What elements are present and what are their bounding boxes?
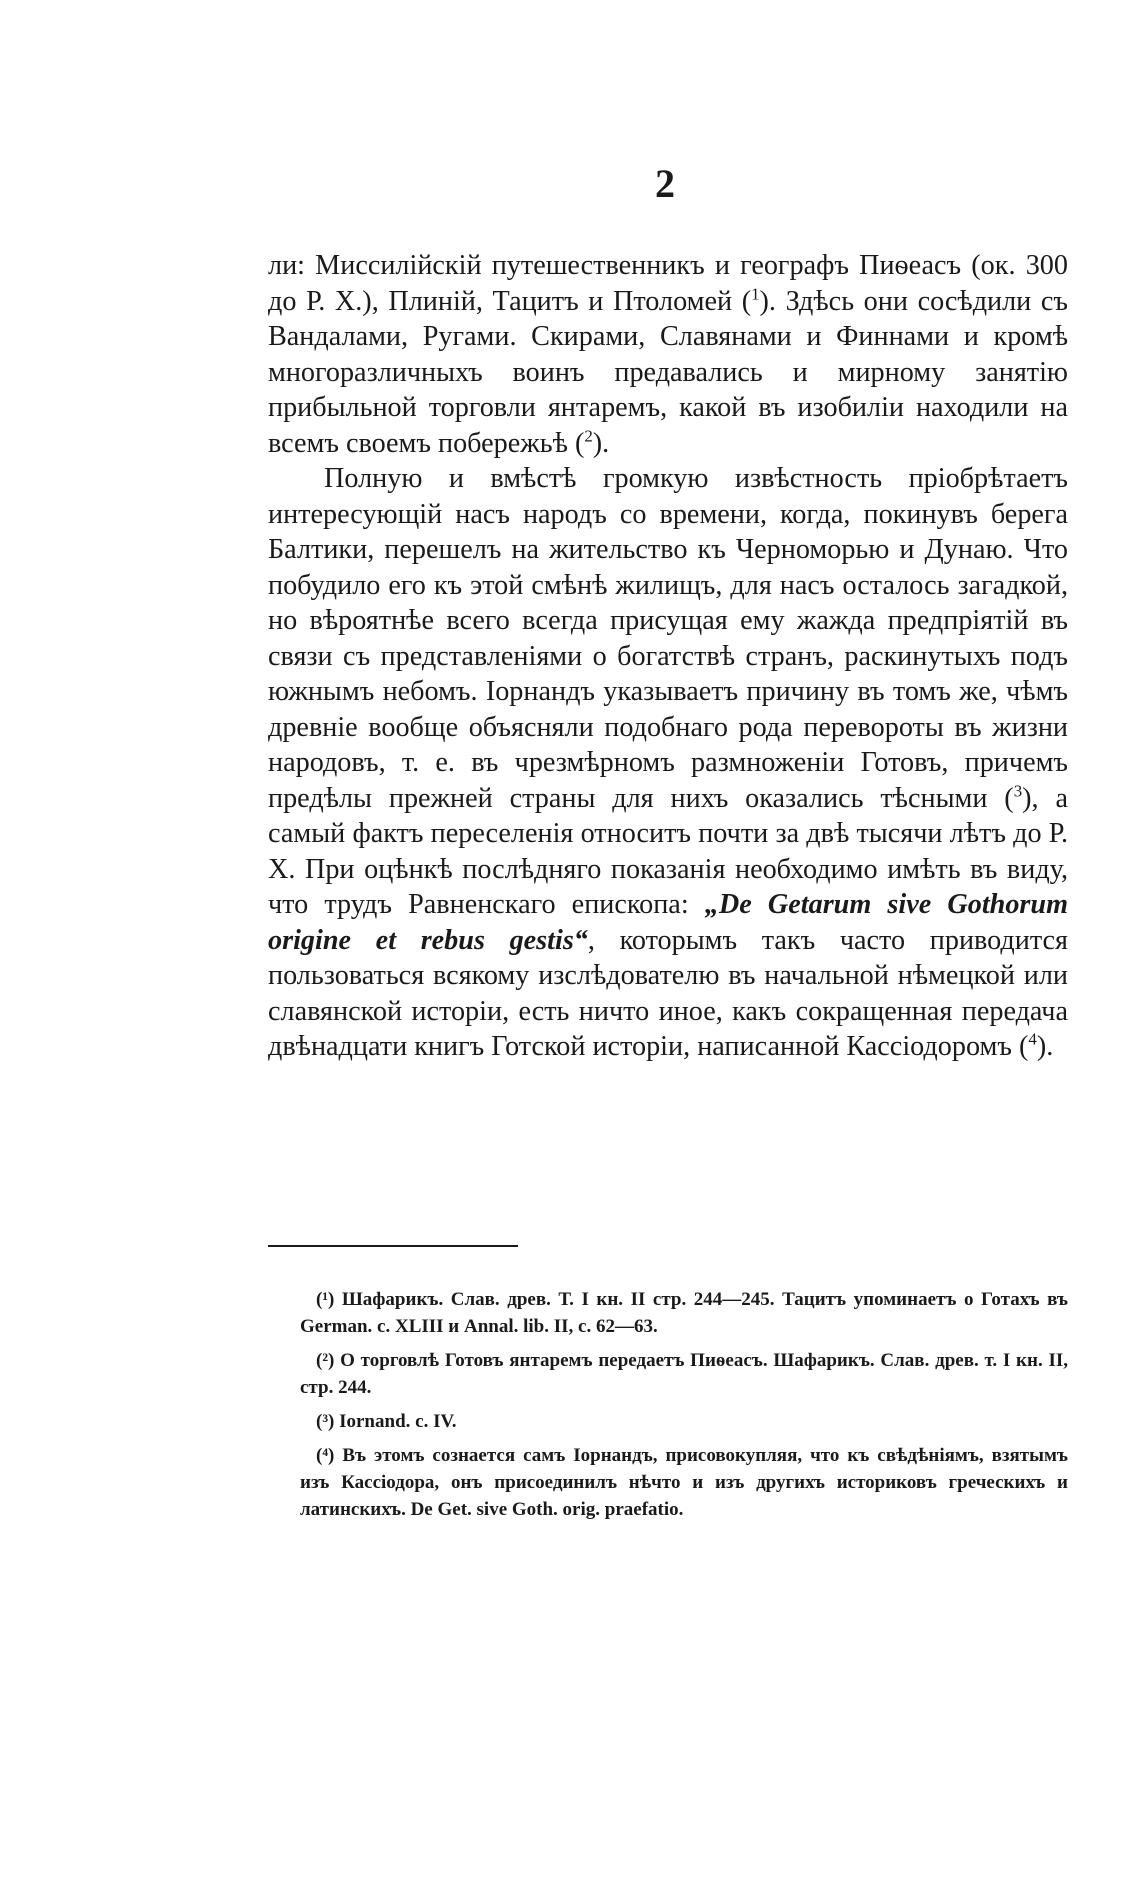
footnote-4: (⁴) Въ этомъ сознается самъ Іорнандъ, присовокупляя, что къ свѣдѣніямъ, взятымъ изъ Кассіодора, онъ присоединилъ нѣчто и изъ другихъ историковъ греческихъ и латинскихъ. De Get. sive Goth. orig. praefatio.	[300, 1445, 1068, 1520]
page-number: 2	[655, 161, 675, 206]
footnote-mark: (⁴)	[316, 1445, 335, 1466]
footnote-3: (³) Iornand. c. IV.	[316, 1411, 457, 1432]
footnote-ref-2[interactable]: 2	[584, 426, 593, 446]
main-text	[268, 248, 1068, 1065]
footnote-mark: (³)	[316, 1411, 335, 1432]
footnote-mark: (²)	[316, 1350, 335, 1371]
paragraph-2: Полную и вмѣстѣ громкую извѣстность пріобрѣтаетъ интересующій насъ народъ со времени, когда, покинувъ берега Балтики, перешелъ на жительство къ Черноморью и Дунаю. Что побудило его къ этой смѣнѣ жилищъ, для насъ осталось загадкой, но вѣроятнѣе всего всегда присущая ему жажда предпріятій въ связи съ представленіями о богатствѣ странъ, раскинутыхъ подъ южнымъ небомъ. Іорнандъ указываетъ причину въ томъ же, чѣмъ древніе вообще объясняли подобнаго рода перевороты въ жизни народовъ, т. е. въ чрезмѣрномъ размноженіи Готовъ, причемъ предѣлы прежней страны для нихъ оказались тѣсными ($^3$), а самый фактъ переселенія относитъ почти за двѣ тысячи лѣтъ до Р. Х. При оцѣнкѣ послѣдняго показанія необходимо имѣть въ виду, что трудъ Равненскаго епископа: „De Getarum sive Gothorum origine et rebus gestis“, которымъ такъ часто приводится пользоваться всякому изслѣдователю въ начальной нѣмецкой или славянской исторіи, есть ничто иное, какъ сокращенная передача двѣнадцати книгъ Готской исторіи, написанной Кассіодоромъ ($^4$).	[268, 463, 1068, 1062]
latin-work-title: „De Getarum sive Gothorum origine et rebus gestis“	[268, 889, 1068, 956]
footnote-ref-3[interactable]: 3	[1013, 781, 1023, 801]
footnote-ref-4[interactable]: 4	[1028, 1029, 1037, 1049]
paragraph-1: ли: Миссилійскій путешественникъ и географъ Пиѳеасъ (ок. 300 до Р. Х.), Плиній, Тацитъ и Птоломей ($^1$). Здѣсь они сосѣдили съ Вандалами, Ругами. Скирами, Славянами и Финнами и кромѣ многоразличныхъ воинъ предавались и мирному занятію прибыльной торговли янтаремъ, какой въ изобиліи находили на всемъ своемъ побережьѣ ($^2$).	[268, 250, 1068, 459]
footnote-ref-1[interactable]: 1	[751, 284, 760, 304]
footnote-1: (¹) Шафарикъ. Слав. древ. Т. I кн. II стр. 244—245. Тацитъ упоминаетъ о Готахъ въ German. c. XLIII и Annal. lib. II, c. 62—63.	[300, 1289, 1069, 1337]
footnotes	[300, 1286, 1068, 1530]
footnote-2: (²) О торговлѣ Готовъ янтаремъ передаетъ Пиѳеасъ. Шафарикъ. Слав. древ. т. I кн. II, стр. 244.	[300, 1350, 1068, 1398]
footnote-separator	[268, 1245, 518, 1247]
footnote-mark: (¹)	[316, 1289, 335, 1310]
